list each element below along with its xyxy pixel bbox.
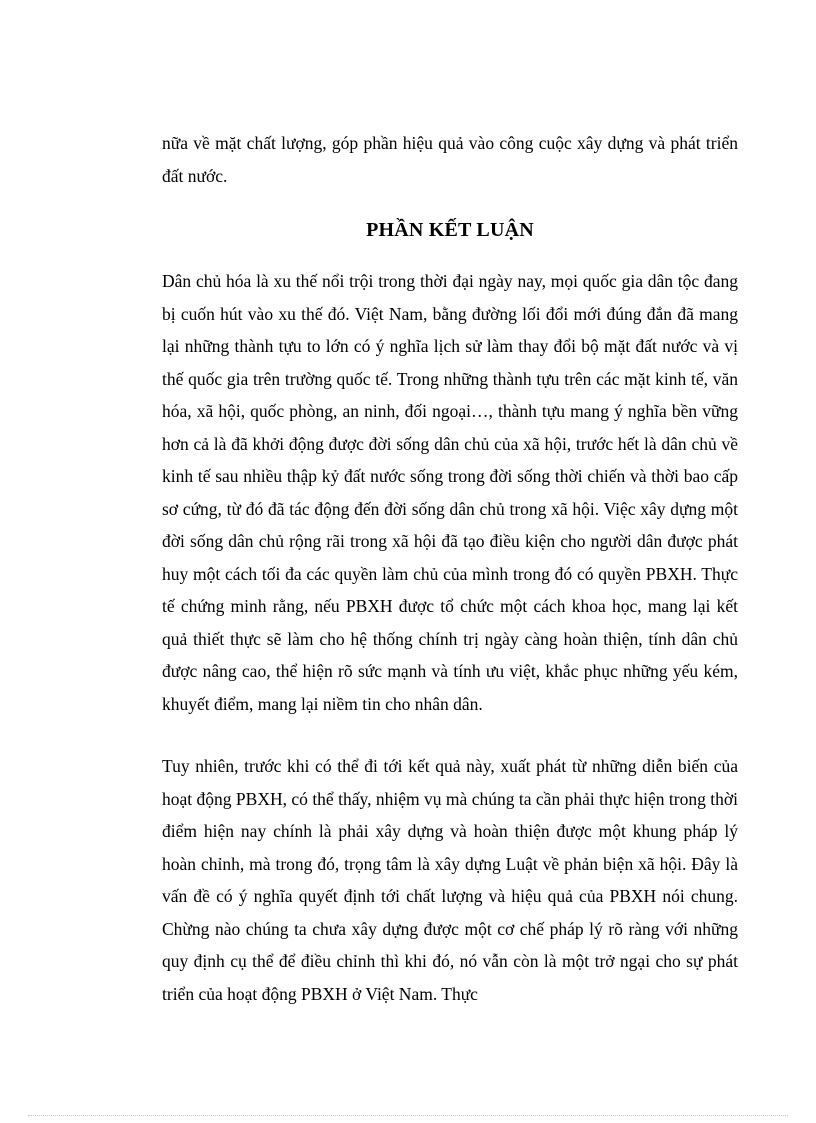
section-heading: PHẦN KẾT LUẬN bbox=[366, 218, 534, 241]
continuation-paragraph: nữa về mặt chất lượng, góp phần hiệu quả vào công cuộc xây dựng và phát triển đất nước. bbox=[162, 133, 738, 186]
conclusion-paragraph-1: Dân chủ hóa là xu thế nổi trội trong thời đại ngày nay, mọi quốc gia dân tộc đang bị cuốn hút vào xu thế đó. Việt Nam, bằng đường lối đổi mới đúng đắn đã mang lại những thành tựu to lớn có ý nghĩa lịch sử làm thay đổi bộ mặt đất nước và vị thế quốc gia trên trường quốc tế. Trong những thành tựu trên các mặt kinh tế, văn hóa, xã hội, quốc phòng, an ninh, đối ngoại…, thành tựu mang ý nghĩa bền vững hơn cả là đã khởi động được đời sống dân chủ của xã hội, trước hết là dân chủ về kinh tế sau nhiều thập kỷ đất nước sống trong đời sống thời chiến và thời bao cấp sơ cứng, từ đó đã tác động đến đời sống dân chủ trong xã hội. Việc xây dựng một đời sống dân chủ rộng rãi trong xã hội đã tạo điều kiện cho người dân được phát huy một cách tối đa các quyền làm chủ của mình trong đó có quyền PBXH. Thực tế chứng minh rằng, nếu PBXH được tổ chức một cách khoa học, mang lại kết quả thiết thực sẽ làm cho hệ thống chính trị ngày càng hoàn thiện, tính dân chủ được nâng cao, thể hiện rõ sức mạnh và tính ưu việt, khắc phục những yếu kém, khuyết điểm, mang lại niềm tin cho nhân dân. bbox=[162, 271, 738, 714]
conclusion-paragraph-2: Tuy nhiên, trước khi có thể đi tới kết quả này, xuất phát từ những diễn biến của hoạt động PBXH, có thể thấy, nhiệm vụ mà chúng ta cần phải thực hiện trong thời điểm hiện nay chính là phải xây dựng và hoàn thiện được một khung pháp lý hoàn chỉnh, mà trong đó, trọng tâm là xây dựng Luật về phản biện xã hội. Đây là vấn đề có ý nghĩa quyết định tới chất lượng và hiệu quả của PBXH nói chung. Chừng nào chúng ta chưa xây dựng được một cơ chế pháp lý rõ ràng với những quy định cụ thể để điều chỉnh thì khi đó, nó vẫn còn là một trở ngại cho sự phát triển của hoạt động PBXH ở Việt Nam. Thực bbox=[162, 756, 738, 1004]
page-bottom-divider bbox=[28, 1115, 788, 1116]
